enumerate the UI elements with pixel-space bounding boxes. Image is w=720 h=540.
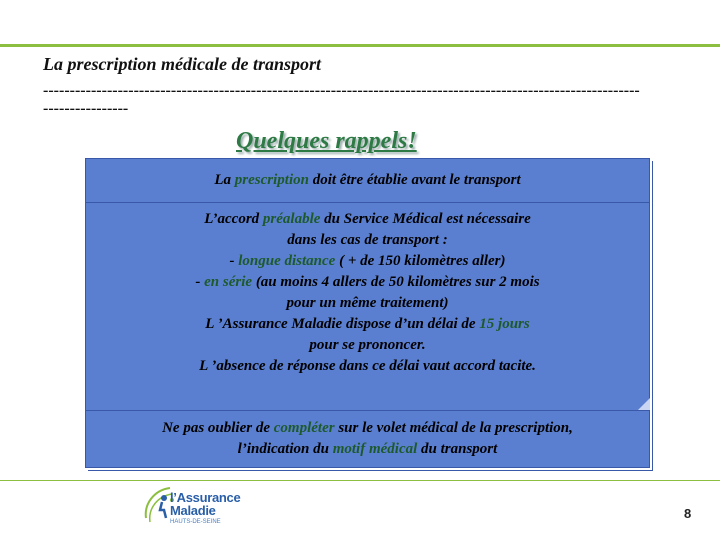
agreement-line-1: L’accord préalable du Service Médical est nécessaire <box>204 211 531 227</box>
agreement-line-6: L ’Assurance Maladie dispose d’un délai de 15 jours <box>205 316 530 332</box>
agreement-line-3: - longue distance ( + de 150 kilomètres aller) <box>229 253 506 269</box>
assurance-maladie-logo <box>142 482 262 532</box>
prior-agreement-box <box>85 202 650 412</box>
page-number: 8 <box>684 506 692 521</box>
agreement-line-7: pour se prononcer. <box>309 337 426 353</box>
agreement-line-4: - en série (au moins 4 allers de 50 kilomètres sur 2 mois <box>195 274 540 290</box>
agreement-line-2: dans les cas de transport : <box>287 232 448 248</box>
logo-line-2: Maladie <box>170 503 216 518</box>
prescription-note-text: La prescription doit être établie avant le transport <box>214 172 521 188</box>
bottom-rule <box>0 480 720 481</box>
prescription-note-box <box>85 158 650 204</box>
reminder-box <box>85 410 650 468</box>
agreement-line-8: L ’absence de réponse dans ce délai vaut accord tacite. <box>199 358 536 374</box>
reminder-line-1: Ne pas oublier de compléter sur le volet médical de la prescription, <box>162 420 573 436</box>
logo-line-3: HAUTS-DE-SEINE <box>170 519 221 525</box>
page-title: La prescription médicale de transport <box>43 54 321 74</box>
top-rule <box>0 44 720 47</box>
agreement-line-5: pour un même traitement) <box>286 295 449 311</box>
subtitle: Quelques rappels! <box>236 128 417 154</box>
title-dashes: -------------------------------------------------------------------------------------------------------------------------------- <box>43 82 640 117</box>
logo-line-1: l’Assurance <box>170 490 241 505</box>
reminder-line-2: l’indication du motif médical du transport <box>237 441 498 457</box>
